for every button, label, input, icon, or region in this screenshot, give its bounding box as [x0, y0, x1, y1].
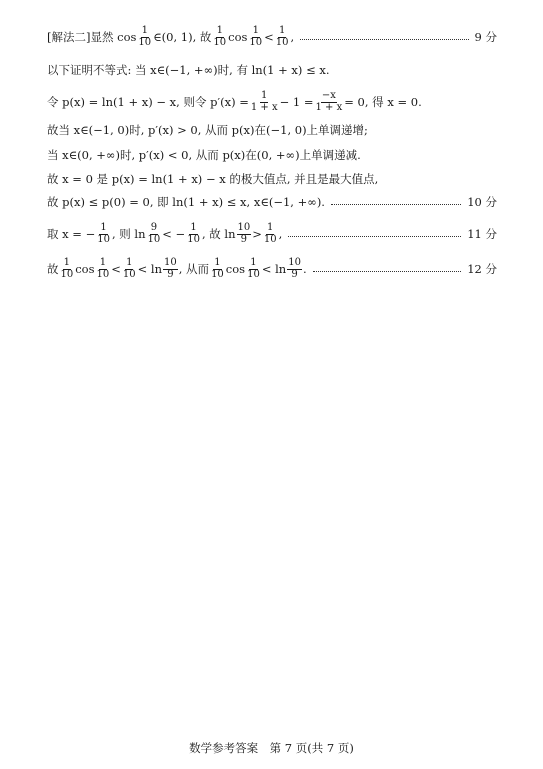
score-label: 11 分 — [467, 227, 497, 241]
text-run: < — [264, 30, 274, 44]
line-expression — [47, 147, 361, 163]
fraction-denominator: 10 — [263, 233, 277, 245]
fraction — [96, 258, 111, 280]
fraction — [315, 91, 344, 113]
line-expression — [47, 62, 330, 78]
fraction-numerator: 1 — [216, 25, 223, 36]
fraction-denominator: 10 — [187, 233, 200, 245]
fraction-denominator: 10 — [147, 233, 161, 245]
text-run: , 则 ln — [111, 227, 146, 241]
solution-line — [47, 194, 497, 210]
text-run: , 从而 — [178, 262, 210, 276]
fraction-numerator: 1 — [141, 25, 148, 36]
fraction-numerator: 1 — [250, 257, 257, 268]
text-run: < ln — [261, 262, 287, 276]
solution-line — [47, 91, 497, 113]
fraction-denominator: 10 — [97, 233, 110, 245]
solution-line — [47, 62, 497, 78]
text-run: ∈(0, 1), 故 — [153, 30, 212, 44]
dot-leader — [331, 204, 461, 205]
line-expression — [47, 171, 378, 187]
fraction — [147, 223, 162, 245]
text-run: = 0, 得 x = 0. — [344, 95, 422, 109]
fraction-denominator: 10 — [60, 268, 74, 280]
fraction-denominator: 10 — [211, 268, 224, 280]
fraction-numerator: 9 — [150, 222, 158, 233]
line-expression — [47, 258, 307, 280]
text-run: 故 — [47, 262, 59, 276]
text-run: 当 x∈(0, +∞)时, p′(x) < 0, 从而 p(x)在(0, +∞)上单调递减. — [47, 148, 361, 162]
line-expression — [47, 223, 282, 245]
text-run: 故 x = 0 是 p(x) = ln(1 + x) − x 的极大值点, 并且是最大值点, — [47, 172, 379, 186]
score-label: 12 分 — [467, 262, 497, 276]
text-run: , — [278, 227, 283, 241]
text-run: 以下证明不等式: 当 x∈(−1, +∞)时, 有 ln(1 + x) ≤ x. — [47, 63, 330, 77]
fraction-denominator: 9 — [167, 268, 174, 280]
text-run: 取 x = − — [47, 227, 96, 241]
fraction — [122, 258, 137, 280]
fraction — [248, 26, 263, 48]
fraction — [237, 223, 252, 245]
fraction-denominator: 10 — [138, 36, 152, 48]
fraction-numerator: −x — [321, 90, 336, 101]
line-expression — [47, 91, 422, 113]
fraction — [60, 258, 75, 280]
fraction-numerator: 1 — [267, 222, 274, 233]
fraction-numerator: 1 — [100, 222, 107, 233]
fraction-denominator: 10 — [247, 268, 260, 280]
fraction — [210, 258, 225, 280]
line-expression — [47, 26, 294, 48]
fraction-numerator: 1 — [190, 222, 197, 233]
line-expression — [47, 122, 368, 138]
text-run: cos — [75, 262, 95, 276]
text-run: , 故 ln — [201, 227, 236, 241]
text-run: 故当 x∈(−1, 0)时, p′(x) > 0, 从而 p(x)在(−1, 0)上单调递增; — [47, 123, 368, 137]
solution-line — [47, 171, 497, 187]
fraction — [212, 26, 227, 48]
fraction — [246, 258, 261, 280]
fraction — [287, 258, 302, 280]
text-run: , — [290, 30, 295, 44]
solution-line — [47, 223, 497, 245]
text-run: < — [111, 262, 121, 276]
text-run: . — [302, 262, 307, 276]
fraction — [96, 223, 111, 245]
fraction-denominator: 10 — [213, 36, 227, 48]
fraction-numerator: 1 — [126, 257, 133, 268]
page-footer: 数学参考答案 第 7 页(共 7 页) — [189, 741, 354, 755]
text-run: [解法二]显然 cos — [47, 30, 137, 44]
fraction-denominator: 9 — [291, 268, 298, 280]
fraction-numerator: 10 — [164, 257, 177, 268]
fraction — [163, 258, 178, 280]
text-run: < ln — [137, 262, 163, 276]
line-expression — [47, 194, 325, 210]
fraction-denominator: 1 + x — [250, 101, 278, 113]
fraction — [263, 223, 278, 245]
fraction — [275, 26, 290, 48]
fraction-numerator: 1 — [214, 257, 221, 268]
text-run: cos — [225, 262, 246, 276]
text-run: − 1 = — [279, 95, 314, 109]
solution-line — [47, 258, 497, 280]
fraction-numerator: 1 — [63, 257, 71, 268]
fraction-denominator: 9 — [240, 233, 248, 245]
fraction-numerator: 1 — [99, 257, 107, 268]
fraction-numerator: 10 — [237, 222, 251, 233]
text-run: cos — [228, 30, 248, 44]
dot-leader — [288, 236, 461, 237]
fraction-denominator: 10 — [249, 36, 263, 48]
text-run: 故 p(x) ≤ p(0) = 0, 即 ln(1 + x) ≤ x, x∈(−1, +∞). — [47, 195, 325, 209]
fraction-numerator: 1 — [261, 90, 268, 101]
solution-line — [47, 147, 497, 163]
dot-leader — [300, 39, 468, 40]
fraction — [186, 223, 201, 245]
dot-leader — [313, 271, 462, 272]
text-run: 令 p(x) = ln(1 + x) − x, 则令 p′(x) = — [47, 95, 249, 109]
solution-line — [47, 26, 497, 48]
score-label: 10 分 — [467, 195, 497, 209]
fraction — [250, 91, 279, 113]
text-run: > — [252, 227, 262, 241]
text-run: < − — [162, 227, 186, 241]
fraction-denominator: 10 — [275, 36, 289, 48]
fraction-numerator: 10 — [288, 257, 301, 268]
solution-line — [47, 122, 497, 138]
fraction-denominator: 10 — [96, 268, 110, 280]
fraction-numerator: 1 — [278, 25, 286, 36]
fraction-numerator: 1 — [252, 25, 259, 36]
fraction-denominator: 10 — [122, 268, 136, 280]
fraction — [137, 26, 152, 48]
fraction-denominator: 1 + x — [315, 101, 343, 113]
score-label: 9 分 — [474, 30, 497, 44]
